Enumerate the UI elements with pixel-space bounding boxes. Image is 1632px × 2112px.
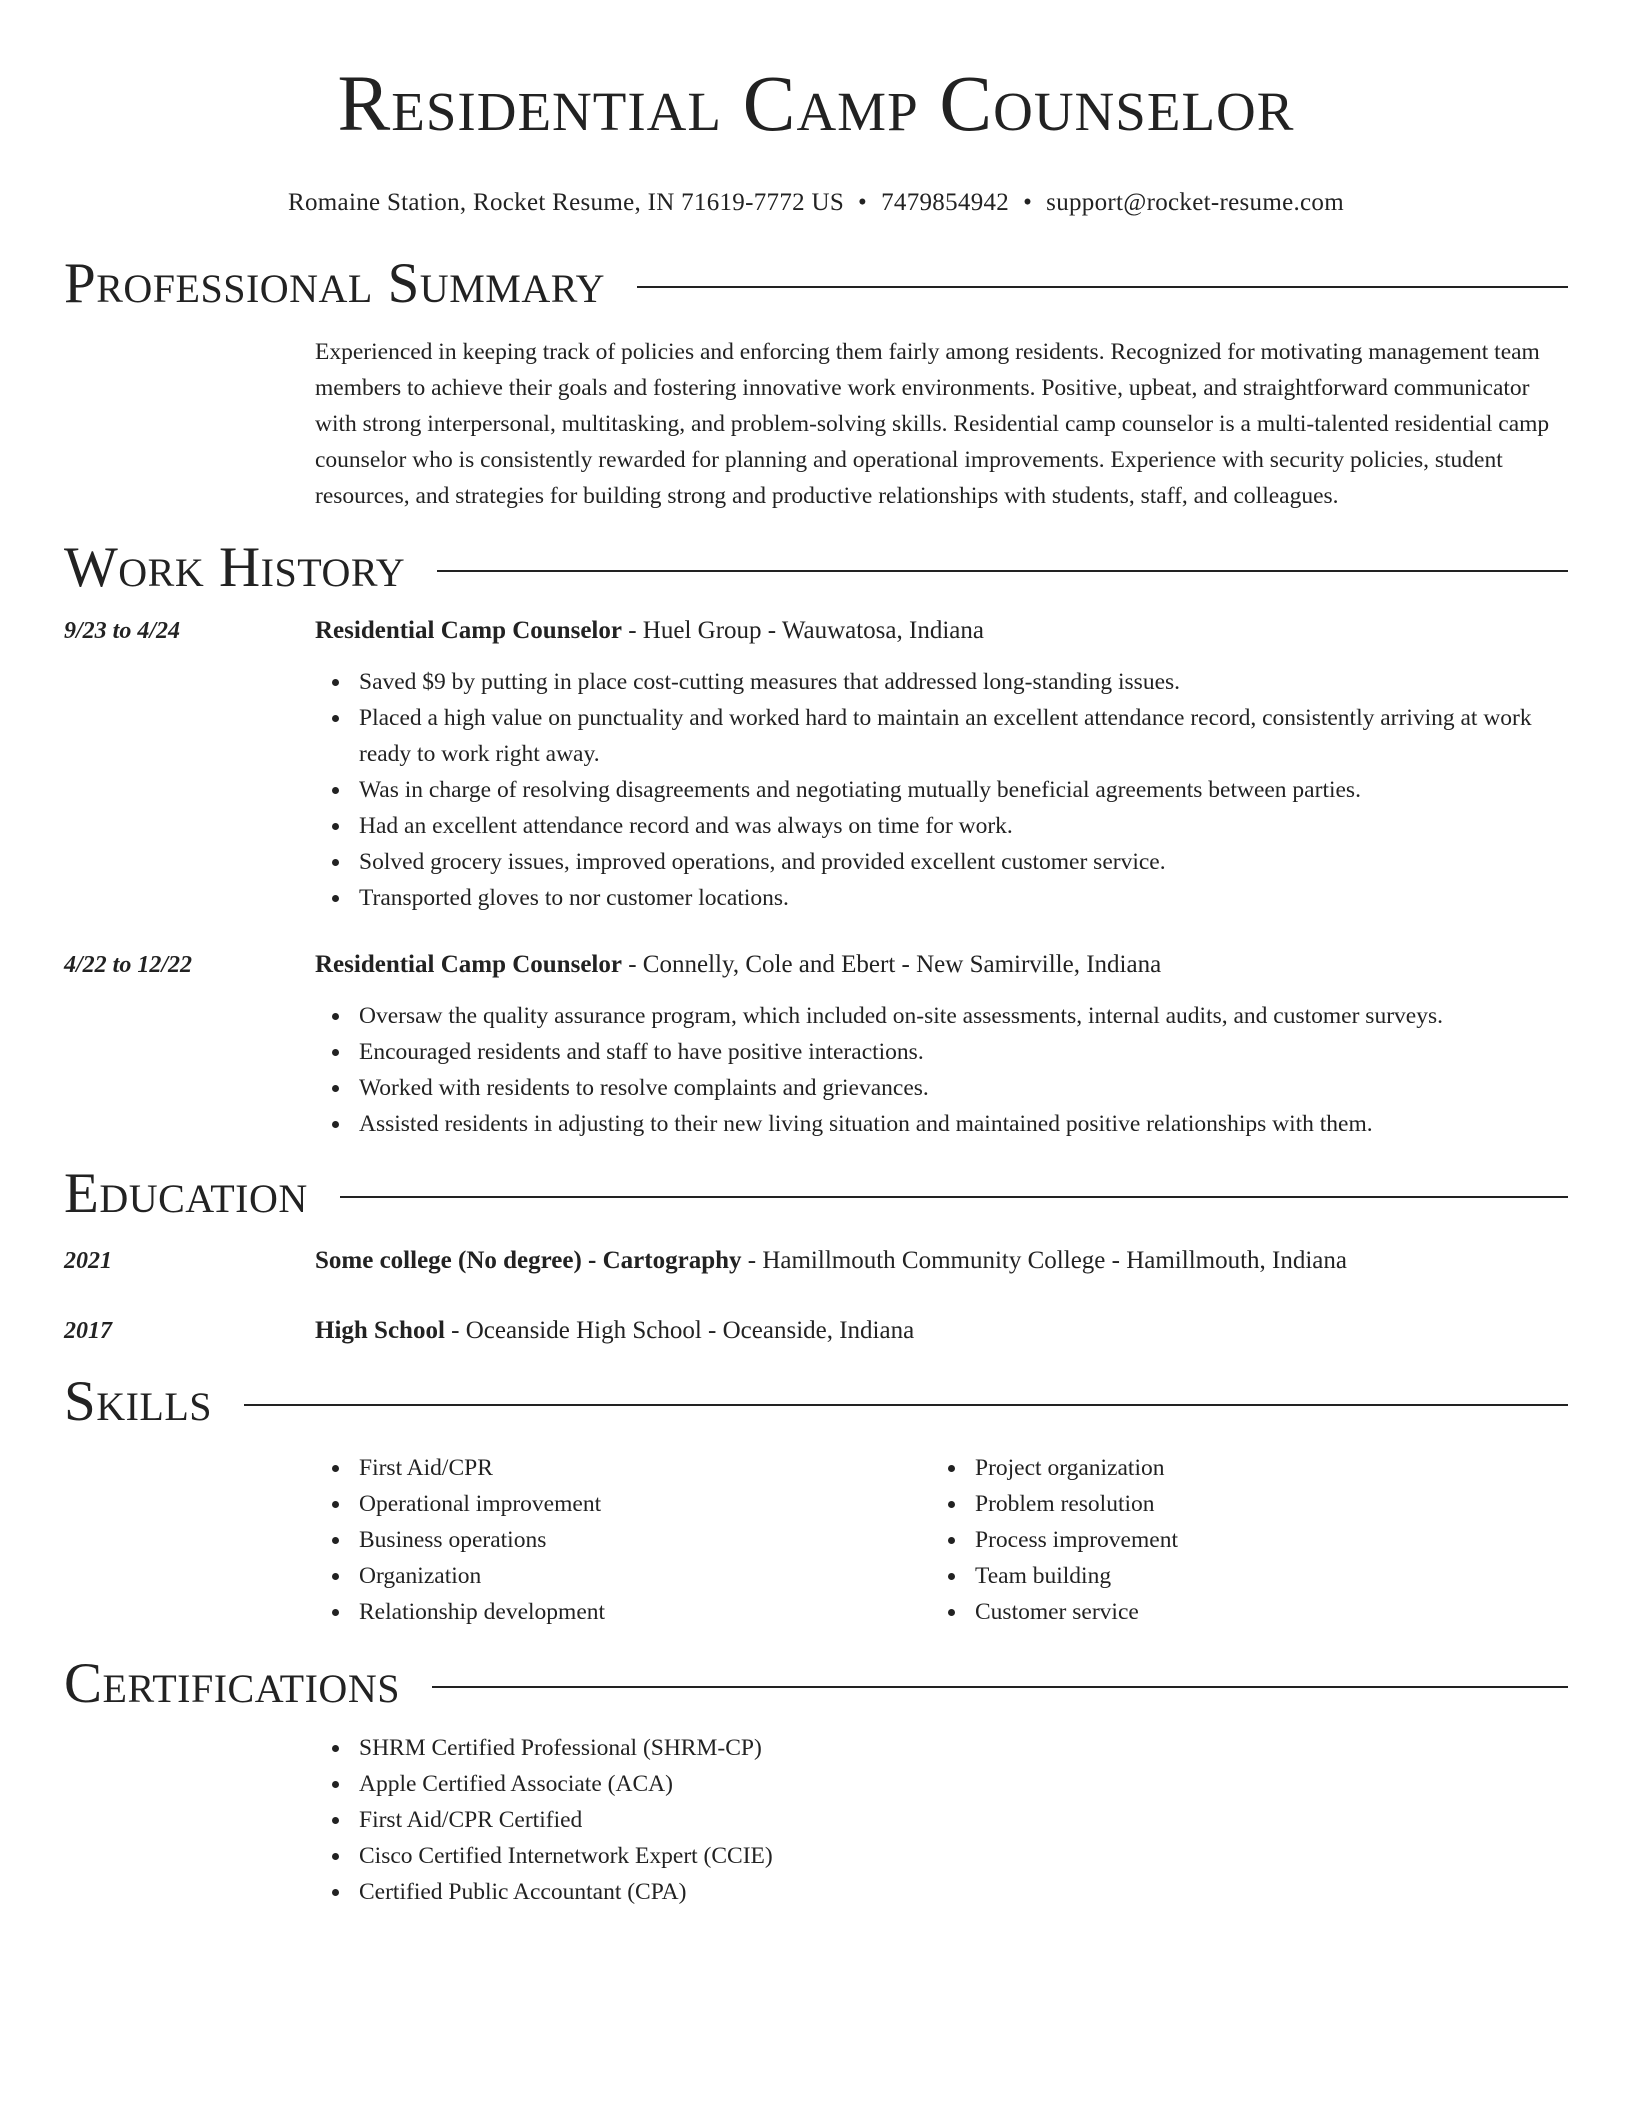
skill-item: Organization [359, 1558, 931, 1594]
education-year: 2017 [64, 1318, 112, 1344]
certifications-list [315, 1730, 1568, 1910]
job-dates: 9/23 to 4/24 [64, 618, 181, 644]
certification-item: Cisco Certified Internetwork Expert (CCIE) [359, 1838, 1568, 1874]
section-divider [432, 1686, 1568, 1688]
education-info [315, 1314, 914, 1348]
work-heading: Work History [64, 536, 406, 599]
phone: 7479854942 [881, 189, 1010, 216]
summary-text: Experienced in keeping track of policies and enforcing them fairly among residents. Recognized for motivating management team members to achieve their goals and fostering innovative work environments. Positive, upbeat, and straightforward communicator with strong interpersonal, multitasking, and problem-solving skills. Residential camp counselor is a multi-talented residential camp counselor who is consistently rewarded for planning and operational improvements. Experience with security policies, student resources, and strategies for building strong and productive relationships with students, staff, and colleagues. [315, 339, 1550, 509]
education-heading: Education [64, 1162, 308, 1225]
list-item: Solved grocery issues, improved operations, and provided excellent customer service. [359, 844, 1568, 880]
list-item: Placed a high value on punctuality and worked hard to maintain an excellent attendance record, consistently arriving at work ready to work right away. [359, 700, 1568, 772]
job-entry [64, 948, 1568, 1142]
summary-section-header [64, 252, 1568, 316]
job-details: - Connelly, Cole and Ebert - New Samirville, Indiana [621, 951, 1162, 978]
section-divider [437, 570, 1568, 572]
skill-item: First Aid/CPR [359, 1450, 931, 1486]
certifications-section-header [64, 1652, 1568, 1716]
certification-item: Certified Public Accountant (CPA) [359, 1874, 1568, 1910]
skill-item: Customer service [975, 1594, 1547, 1630]
job-header [64, 614, 1568, 648]
education-year: 2021 [64, 1248, 112, 1274]
list-item: Saved $9 by putting in place cost-cutting measures that addressed long-standing issues. [359, 664, 1568, 700]
job-bullets [315, 664, 1568, 916]
skills-column-left [315, 1450, 931, 1630]
work-section-header [64, 536, 1568, 600]
list-item: Was in charge of resolving disagreements and negotiating mutually beneficial agreements between parties. [359, 772, 1568, 808]
skills-column-right [931, 1450, 1547, 1630]
skill-item: Operational improvement [359, 1486, 931, 1522]
separator: • [1023, 189, 1033, 216]
section-divider [340, 1196, 1568, 1198]
certifications-heading: Certifications [64, 1652, 400, 1715]
job-bullets [315, 998, 1568, 1142]
skill-item: Business operations [359, 1522, 931, 1558]
education-details: - Oceanside High School - Oceanside, Indiana [444, 1317, 915, 1344]
job-role [315, 614, 984, 648]
skills-list [315, 1450, 1568, 1630]
email: support@rocket-resume.com [1046, 189, 1344, 216]
list-item: Had an excellent attendance record and was always on time for work. [359, 808, 1568, 844]
skill-item: Project organization [975, 1450, 1547, 1486]
education-degree: High School [315, 1317, 445, 1344]
list-item: Assisted residents in adjusting to their new living situation and maintained positive relationships with them. [359, 1106, 1568, 1142]
list-item: Encouraged residents and staff to have positive interactions. [359, 1034, 1568, 1070]
contact-line [64, 188, 1568, 218]
skills-section-header [64, 1370, 1568, 1434]
education-details: - Hamillmouth Community College - Hamillmouth, Indiana [741, 1247, 1347, 1274]
certification-item: SHRM Certified Professional (SHRM-CP) [359, 1730, 1568, 1766]
address: Romaine Station, Rocket Resume, IN 71619-7772 US [288, 189, 845, 216]
section-divider [637, 286, 1568, 288]
education-degree: Some college (No degree) - Cartography [315, 1247, 742, 1274]
job-role [315, 948, 1161, 982]
job-title: Residential Camp Counselor [315, 617, 622, 644]
separator: • [858, 189, 868, 216]
education-section-header [64, 1162, 1568, 1226]
summary-heading: Professional Summary [64, 252, 606, 315]
resume-header [64, 0, 1568, 218]
skill-item: Problem resolution [975, 1486, 1547, 1522]
skill-item: Process improvement [975, 1522, 1547, 1558]
job-details: - Huel Group - Wauwatosa, Indiana [621, 617, 984, 644]
education-entry [64, 1314, 1568, 1348]
certification-item: Apple Certified Associate (ACA) [359, 1766, 1568, 1802]
skill-item: Relationship development [359, 1594, 931, 1630]
list-item: Transported gloves to nor customer locations. [359, 880, 1568, 916]
education-info [315, 1244, 1347, 1278]
certification-item: First Aid/CPR Certified [359, 1802, 1568, 1838]
job-dates: 4/22 to 12/22 [64, 952, 193, 978]
job-entry [64, 614, 1568, 916]
list-item: Oversaw the quality assurance program, which included on-site assessments, internal audits, and customer surveys. [359, 998, 1568, 1034]
skill-item: Team building [975, 1558, 1547, 1594]
skills-heading: Skills [64, 1370, 213, 1433]
list-item: Worked with residents to resolve complaints and grievances. [359, 1070, 1568, 1106]
section-divider [244, 1404, 1568, 1406]
job-header [64, 948, 1568, 982]
job-title: Residential Camp Counselor [315, 951, 622, 978]
education-entry [64, 1244, 1568, 1278]
candidate-name: Residential Camp Counselor [337, 61, 1295, 148]
